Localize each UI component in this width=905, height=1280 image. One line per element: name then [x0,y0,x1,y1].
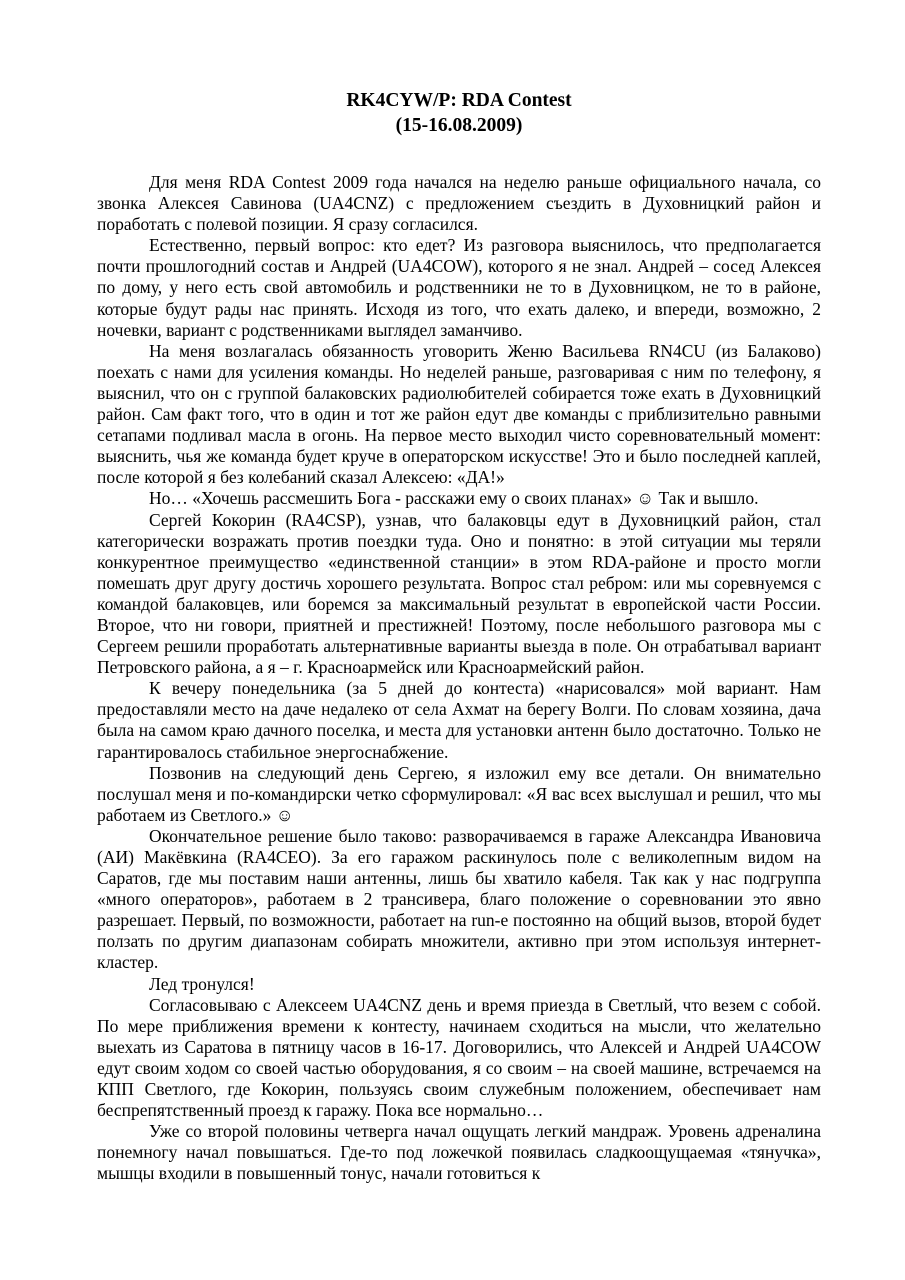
paragraph: Окончательное решение было таково: разворачиваемся в гараже Александра Ивановича (АИ) Макёвкина (RA4CEO). За его гаражом раскинулось поле с великолепным видом на Саратов, где мы поставим наши антенны, лишь бы хватило кабеля. Так как у нас подгруппа «много операторов», работаем в 2 трансивера, благо положение о соревновании это явно разрешает. Первый, по возможности, работает на run-е постоянно на общий вызов, второй будет ползать по другим диапазонам собирать множители, активно при этом используя интернет-кластер. [97,825,821,973]
paragraph: Уже со второй половины четверга начал ощущать легкий мандраж. Уровень адреналина понемногу начал повышаться. Где-то под ложечкой появилась сладкоощущаемая «тянучка», мышцы входили в повышенный тонус, начали готовиться к [97,1121,821,1184]
document-page [97,88,821,1185]
paragraph: На меня возлагалась обязанность уговорить Женю Васильева RN4CU (из Балаково) поехать с нами для усиления команды. Но неделей раньше, разговаривая с ним по телефону, я выяснил, что он с группой балаковских радиолюбителей собирается тоже ехать в Духовницкий район. Сам факт того, что в один и тот же район едут две команды с приблизительно равными сетапами подливал масла в огонь. На первое место выходил чисто соревновательный момент: выяснить, чья же команда будет круче в операторском искусстве! Это и было последней каплей, после которой я без колебаний сказал Алексею: «ДА!» [97,340,821,488]
paragraph: Естественно, первый вопрос: кто едет? Из разговора выяснилось, что предполагается почти прошлогодний состав и Андрей (UA4COW), которого я не знал. Андрей – сосед Алексея по дому, у него есть свой автомобиль и родственники не то в Духовницком, не то в районе, которые будут рады нас принять. Исходя из того, что ехать далеко, и впереди, возможно, 2 ночевки, вариант с родственниками выглядел заманчиво. [97,235,821,340]
paragraph: Позвонив на следующий день Сергею, я изложил ему все детали. Он внимательно послушал меня и по-командирски четко сформулировал: «Я вас всех выслушал и решил, что мы работаем из Светлого.» ☺ [97,762,821,825]
paragraph: К вечеру понедельника (за 5 дней до контеста) «нарисовался» мой вариант. Нам предоставляли место на даче недалеко от села Ахмат на берегу Волги. По словам хозяина, дача была на самом краю дачного поселка, и места для установки антенн было достаточно. Только не гарантировалось стабильное энергоснабжение. [97,678,821,762]
paragraph: Но… «Хочешь рассмешить Бога - расскажи ему о своих планах» ☺ Так и вышло. [149,488,759,509]
title-block [97,88,821,138]
document-date: (15-16.08.2009) [395,115,523,136]
paragraph: Лед тронулся! [149,973,255,994]
document-title: RK4CYW/P: RDA Contest [346,90,572,111]
document-body [97,172,821,1185]
paragraph: Для меня RDA Contest 2009 года начался на неделю раньше официального начала, со звонка Алексея Савинова (UA4CNZ) с предложением съездить в Духовницкий район и поработать с полевой позиции. Я сразу согласился. [97,172,821,235]
paragraph: Сергей Кокорин (RA4CSP), узнав, что балаковцы едут в Духовницкий район, стал категорически возражать против поездки туда. Оно и понятно: в этой ситуации мы теряли конкурентное преимущество «единственной станции» в этом RDA-районе и просто могли помешать друг другу достичь хорошего результата. Вопрос стал ребром: или мы соревнуемся с командой балаковцев, или боремся за максимальный результат в европейской части России. Второе, что ни говори, приятней и престижней! Поэтому, после небольшого разговора мы с Сергеем решили проработать альтернативные варианты выезда в поле. Он отрабатывал вариант Петровского района, а я – г. Красноармейск или Красноармейский район. [97,509,821,678]
paragraph: Согласовываю с Алексеем UA4CNZ день и время приезда в Светлый, что везем с собой. По мере приближения времени к контесту, начинаем сходиться на мысли, что желательно выехать из Саратова в пятницу часов в 16-17. Договорились, что Алексей и Андрей UA4COW едут своим ходом со своей частью оборудования, я со своим – на своей машине, встречаемся на КПП Светлого, где Кокорин, пользуясь своим служебным положением, обеспечивает нам беспрепятственный проезд к гаражу. Пока все нормально… [97,994,821,1121]
